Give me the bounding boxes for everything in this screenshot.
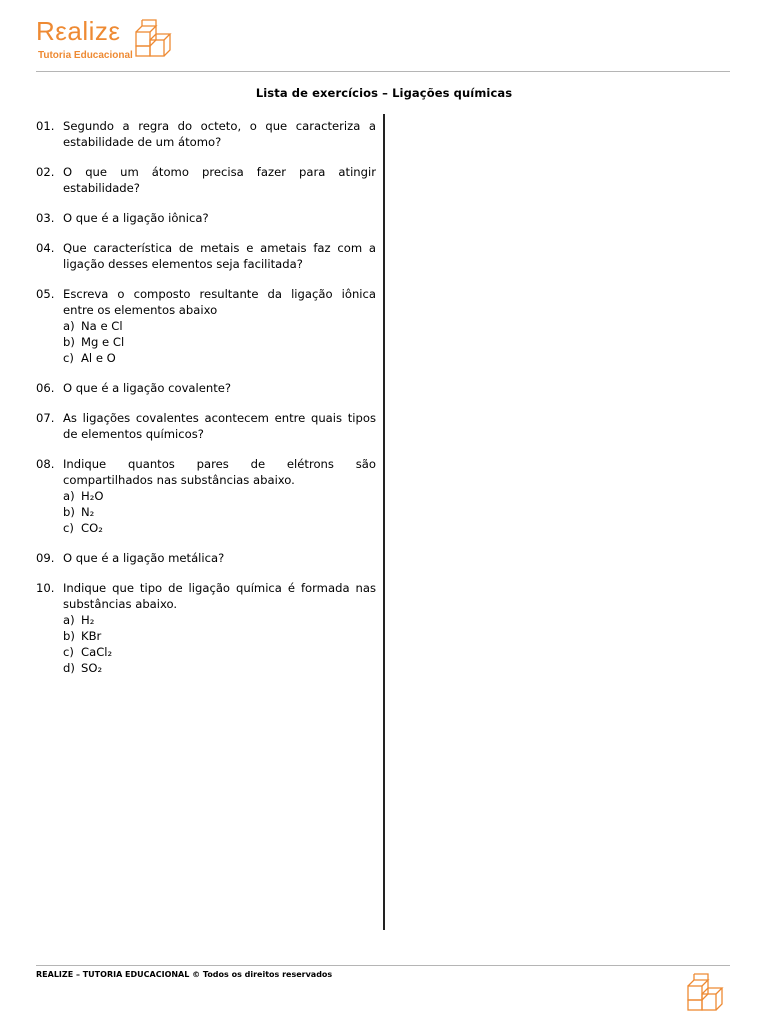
option-text: N₂ <box>81 505 95 519</box>
option-text: CaCl₂ <box>81 645 113 659</box>
question-number: 04. <box>36 241 55 255</box>
question-item <box>36 240 376 272</box>
option-item <box>63 644 376 660</box>
question-text: Que característica de metais e ametais faz com a ligação desses elementos seja facilitada? <box>63 241 376 271</box>
question-text: O que é a ligação metálica? <box>63 551 225 565</box>
question-number: 05. <box>36 287 55 301</box>
question-number: 01. <box>36 119 55 133</box>
column-divider <box>383 114 385 930</box>
question-item <box>36 118 376 150</box>
option-list <box>63 318 376 366</box>
option-item <box>63 318 376 334</box>
option-item <box>63 504 376 520</box>
option-letter: b) <box>63 505 75 519</box>
question-number: 08. <box>36 457 55 471</box>
option-letter: c) <box>63 521 74 535</box>
option-letter: c) <box>63 351 74 365</box>
option-item <box>63 488 376 504</box>
option-text: Mg e Cl <box>81 335 125 349</box>
question-list <box>36 118 376 690</box>
question-item <box>36 410 376 442</box>
question-number: 03. <box>36 211 55 225</box>
question-item <box>36 210 376 226</box>
question-number: 02. <box>36 165 55 179</box>
option-item <box>63 520 376 536</box>
option-text: H₂O <box>81 489 104 503</box>
question-item <box>36 456 376 536</box>
option-item <box>63 628 376 644</box>
question-text: Indique quantos pares de elétrons são compartilhados nas substâncias abaixo. <box>63 457 376 487</box>
question-item <box>36 380 376 396</box>
option-text: H₂ <box>81 613 95 627</box>
option-list <box>63 488 376 536</box>
question-text: O que é a ligação covalente? <box>63 381 232 395</box>
option-item <box>63 350 376 366</box>
question-text: Indique que tipo de ligação química é formada nas substâncias abaixo. <box>63 581 376 611</box>
option-text: CO₂ <box>81 521 103 535</box>
option-item <box>63 660 376 676</box>
question-item <box>36 164 376 196</box>
option-list <box>63 612 376 676</box>
option-item <box>63 334 376 350</box>
option-letter: b) <box>63 335 75 349</box>
question-text: Segundo a regra do octeto, o que caracteriza a estabilidade de um átomo? <box>63 119 376 149</box>
header-rule <box>36 71 730 72</box>
option-letter: a) <box>63 613 75 627</box>
option-letter: a) <box>63 489 75 503</box>
question-number: 07. <box>36 411 55 425</box>
question-number: 10. <box>36 581 55 595</box>
logo-wordmark: Rεalizε <box>36 16 121 46</box>
page-title: Lista de exercícios – Ligações químicas <box>255 86 513 100</box>
question-item <box>36 286 376 366</box>
question-text: O que é a ligação iônica? <box>63 211 209 225</box>
option-item <box>63 612 376 628</box>
option-text: Al e O <box>81 351 116 365</box>
footer-copyright: REALIZE – TUTORIA EDUCACIONAL © Todos os direitos reservados <box>36 970 333 979</box>
option-text: SO₂ <box>81 661 103 675</box>
option-text: KBr <box>81 629 102 643</box>
option-text: Na e Cl <box>81 319 123 333</box>
question-text: O que um átomo precisa fazer para atingir estabilidade? <box>63 165 376 195</box>
stacked-cubes-icon <box>686 972 730 1012</box>
question-text: Escreva o composto resultante da ligação iônica entre os elementos abaixo <box>63 287 376 317</box>
question-number: 06. <box>36 381 55 395</box>
option-letter: d) <box>63 661 75 675</box>
question-number: 09. <box>36 551 55 565</box>
question-text: As ligações covalentes acontecem entre quais tipos de elementos químicos? <box>63 411 376 441</box>
footer-rule <box>36 965 730 966</box>
option-letter: c) <box>63 645 74 659</box>
option-letter: b) <box>63 629 75 643</box>
option-letter: a) <box>63 319 75 333</box>
stacked-cubes-icon <box>134 18 178 58</box>
question-item <box>36 580 376 676</box>
logo-tagline: Tutoria Educacional <box>38 50 133 61</box>
question-item <box>36 550 376 566</box>
